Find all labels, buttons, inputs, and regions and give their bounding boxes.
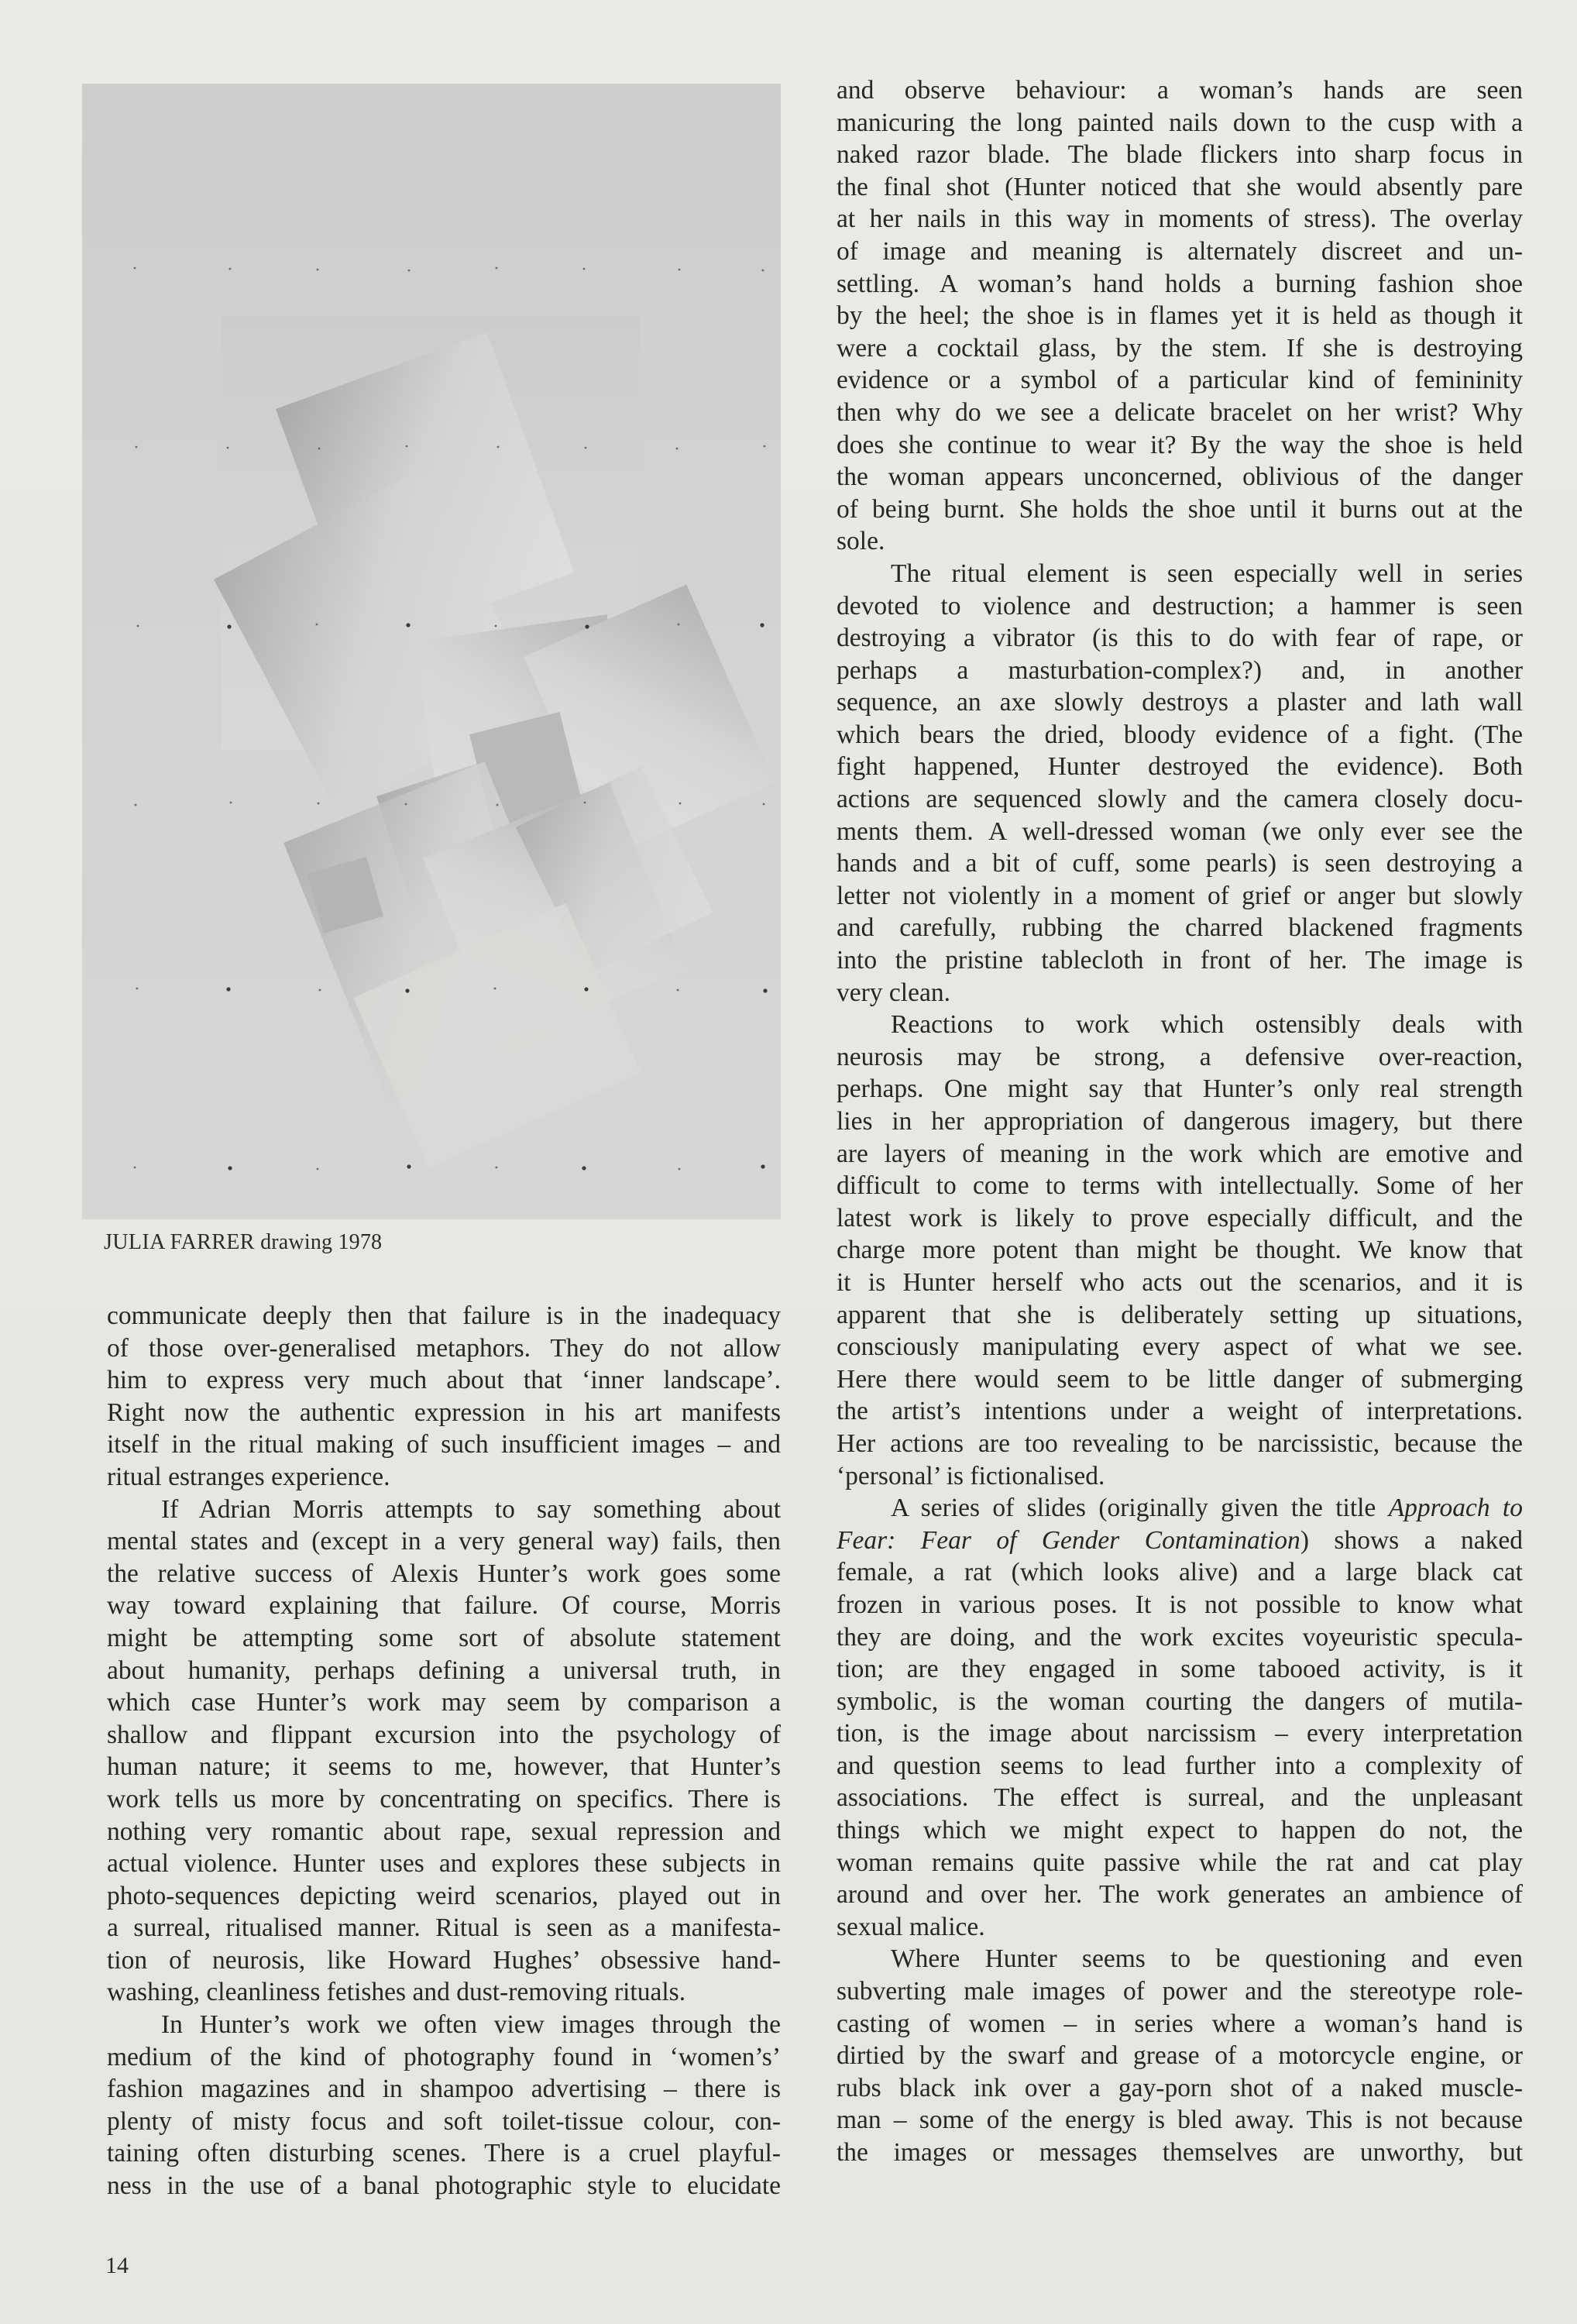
text-line: the relative success of Alexis Hunter’s work goes some — [107, 1559, 781, 1588]
text-line: woman remains quite passive while the rat and cat play — [837, 1848, 1523, 1877]
text-line: evidence or a symbol of a particular kind of femininity — [837, 366, 1523, 395]
text-line: The ritual element is seen especially well in series — [891, 559, 1523, 588]
art-dot — [584, 802, 586, 804]
art-dot — [406, 623, 410, 627]
art-dot — [136, 988, 139, 990]
text-line: washing, cleanliness fetishes and dust-removing rituals. — [107, 1978, 686, 2007]
text-line: it is Hunter herself who acts out the scenarios, and it is — [837, 1267, 1523, 1297]
art-dot — [494, 988, 496, 990]
left-text-column — [107, 1300, 781, 2202]
text-line: human nature; it seems to me, however, that Hunter’s — [107, 1752, 781, 1782]
art-dot — [407, 1164, 411, 1168]
text-line: the artist’s intentions under a weight of interpretations. — [837, 1397, 1523, 1426]
text-line: ‘personal’ is fictionalised. — [837, 1461, 1105, 1490]
text-line: the woman appears unconcerned, oblivious of the danger — [837, 462, 1523, 492]
art-dot — [136, 446, 138, 449]
art-dot — [678, 624, 680, 626]
text-line: perhaps. One might say that Hunter’s only real strength — [837, 1074, 1523, 1104]
text-line: frozen in various poses. It is not possible to know what — [837, 1590, 1523, 1619]
art-dot — [676, 448, 679, 450]
text-segment: A series of slides (originally given the title — [891, 1494, 1389, 1523]
text-line: neurosis may be strong, a defensive over-reaction, — [837, 1042, 1523, 1071]
text-line: ments them. A well-dressed woman (we only ever see the — [837, 816, 1523, 846]
page-number: 14 — [105, 2253, 129, 2278]
text-line: In Hunter’s work we often view images through the — [161, 2010, 781, 2040]
text-line: female, a rat (which looks alive) and a large black cat — [837, 1558, 1523, 1587]
text-line: letter not violently in a moment of grief or anger but slowly — [837, 881, 1523, 910]
art-dot — [762, 270, 764, 272]
caption-year: 1978 — [338, 1230, 383, 1254]
text-line: nothing very romantic about rape, sexual repression and — [107, 1817, 781, 1846]
text-line: consciously manipulating every aspect of what we see. — [837, 1332, 1523, 1362]
art-dot — [228, 1166, 232, 1170]
art-dot — [406, 445, 408, 448]
text-line: Right now the authentic expression in his art manifests — [107, 1397, 781, 1427]
text-line: actual violence. Hunter uses and explores these subjects in — [107, 1849, 781, 1879]
text-line: man – some of the energy is bled away. This is not because — [837, 2106, 1523, 2135]
text-line: tion of neurosis, like Howard Hughes’ obsessive hand- — [107, 1945, 781, 1975]
text-line: manicuring the long painted nails down to the cusp with a — [837, 108, 1523, 137]
text-line: Reactions to work which ostensibly deals with — [891, 1010, 1523, 1040]
text-line: Her actions are too revealing to be narcissistic, because the — [837, 1428, 1523, 1458]
text-line: dirtied by the swarf and grease of a motorcycle engine, or — [837, 2041, 1523, 2071]
text-line: fashion magazines and in shampoo advertising – there is — [107, 2075, 781, 2104]
text-line: way toward explaining that failure. Of course, Morris — [107, 1591, 781, 1621]
art-dot — [316, 624, 318, 626]
text-line: the final shot (Hunter noticed that she would absently pare — [837, 172, 1523, 201]
text-line: him to express very much about that ‘inner landscape’. — [107, 1366, 781, 1395]
art-dot — [227, 624, 231, 628]
text-line: they are doing, and the work excites voyeuristic specula- — [837, 1622, 1523, 1652]
italic-title: Approach to — [1388, 1494, 1523, 1523]
text-line: the images or messages themselves are unworthy, but — [837, 2138, 1523, 2167]
text-line: and question seems to lead further into a complexity of — [837, 1751, 1523, 1780]
text-line: and observe behaviour: a woman’s hands are seen — [837, 76, 1523, 105]
text-line: and carefully, rubbing the charred blackened fragments — [837, 913, 1523, 943]
artwork-drawing — [82, 84, 781, 1219]
text-line: devoted to violence and destruction; a hammer is seen — [837, 591, 1523, 621]
text-line: perhaps a masturbation-complex?) and, in another — [837, 655, 1523, 685]
art-dot — [584, 987, 588, 991]
text-line: are layers of meaning in the work which are emotive and — [837, 1139, 1523, 1168]
text-line: symbolic, is the woman courting the dangers of mutila- — [837, 1686, 1523, 1716]
text-line — [837, 1492, 1523, 1525]
art-dot — [226, 987, 230, 991]
art-dot — [405, 988, 409, 992]
text-line: Here there would seem to be little danger of submerging — [837, 1364, 1523, 1394]
text-line: of those over-generalised metaphors. They do not allow — [107, 1333, 781, 1363]
text-line: a surreal, ritualised manner. Ritual is seen as a manifesta- — [107, 1913, 781, 1943]
italic-title: Fear: Fear of Gender Contamination — [837, 1525, 1300, 1555]
text-line: of image and meaning is alternately discreet and un- — [837, 236, 1523, 266]
artwork-caption — [104, 1230, 382, 1255]
text-line: tion; are they engaged in some tabooed activity, is it — [837, 1655, 1523, 1684]
art-dot — [764, 445, 766, 448]
text-line: subverting male images of power and the stereotype role- — [837, 1977, 1523, 2006]
text-line: apparent that she is deliberately setting up situations, — [837, 1300, 1523, 1329]
art-dot — [495, 625, 497, 627]
art-dot — [135, 804, 137, 806]
text-line: rubs black ink over a gay-porn shot of a naked muscle- — [837, 2073, 1523, 2102]
text-line — [837, 1525, 1523, 1557]
art-dot — [497, 446, 500, 449]
text-line: shallow and flippant excursion into the psychology of — [107, 1720, 781, 1749]
art-dot — [496, 267, 498, 270]
art-dot — [317, 269, 319, 271]
text-line: does she continue to wear it? By the way the shoe is held — [837, 430, 1523, 459]
art-dot — [679, 269, 681, 271]
text-line: which bears the dried, bloody evidence of a fight. (The — [837, 720, 1523, 749]
text-line: might be attempting some sort of absolute statement — [107, 1623, 781, 1652]
art-dot — [679, 1168, 681, 1171]
text-line: which case Hunter’s work may seem by comparison a — [107, 1688, 781, 1717]
art-dot — [318, 448, 321, 450]
art-dot — [763, 803, 765, 806]
text-line: sole. — [837, 527, 885, 556]
text-line: around and over her. The work generates an ambience of — [837, 1880, 1523, 1910]
text-line: lies in her appropriation of dangerous imagery, but there — [837, 1107, 1523, 1136]
art-dot — [582, 1166, 586, 1170]
text-line: hands and a bit of cuff, some pearls) is seen destroying a — [837, 849, 1523, 878]
art-dot — [227, 447, 229, 449]
text-line: communicate deeply then that failure is in the inadequacy — [107, 1301, 781, 1330]
art-dot — [230, 802, 232, 804]
text-line: actions are sequenced slowly and the camera closely docu- — [837, 785, 1523, 814]
text-line: things which we might expect to happen do not, the — [837, 1816, 1523, 1845]
text-line: very clean. — [837, 978, 950, 1007]
art-dot — [761, 1164, 764, 1168]
art-dot — [134, 1167, 136, 1169]
art-dot — [763, 988, 767, 992]
art-dot — [496, 1167, 498, 1169]
art-dot — [585, 447, 587, 449]
art-dot — [317, 1168, 319, 1171]
text-line: photo-sequences depicting weird scenarios, played out in — [107, 1881, 781, 1910]
art-dot — [760, 623, 764, 627]
text-segment: ) shows a naked — [1300, 1525, 1523, 1555]
art-dot — [496, 804, 499, 806]
art-dot — [134, 267, 136, 270]
text-line: latest work is likely to prove especially difficult, and the — [837, 1203, 1523, 1232]
text-line: sequence, an axe slowly destroys a plaster and lath wall — [837, 688, 1523, 717]
text-line: mental states and (except in a very general way) fails, then — [107, 1527, 781, 1556]
text-line: naked razor blade. The blade flickers into sharp focus in — [837, 140, 1523, 170]
art-dot — [318, 803, 320, 805]
text-line: Where Hunter seems to be questioning and even — [891, 1944, 1523, 1974]
text-line: into the pristine tablecloth in front of her. The image is — [837, 946, 1523, 975]
art-dot — [677, 989, 679, 992]
text-line: plenty of misty focus and soft toilet-tissue colour, con- — [107, 2106, 781, 2136]
art-dot — [405, 803, 407, 806]
art-dot — [229, 268, 232, 270]
art-dot — [585, 624, 589, 628]
text-line: fight happened, Hunter destroyed the evidence). Both — [837, 752, 1523, 782]
text-line: associations. The effect is surreal, and the unpleasant — [837, 1783, 1523, 1813]
art-dot — [408, 270, 411, 272]
art-dot — [319, 989, 321, 992]
text-line: medium of the kind of photography found in ‘women’s’ — [107, 2042, 781, 2071]
art-dot — [137, 625, 139, 627]
caption-artist: JULIA FARRER — [104, 1230, 255, 1254]
text-line: of being burnt. She holds the shoe until it burns out at the — [837, 494, 1523, 524]
text-line: then why do we see a delicate bracelet on her wrist? Why — [837, 397, 1523, 427]
text-line: by the heel; the shoe is in flames yet it is held as though it — [837, 301, 1523, 331]
text-line: work tells us more by concentrating on specifics. There is — [107, 1784, 781, 1813]
right-text-column — [837, 74, 1523, 2169]
text-line: casting of women – in series where a woman’s hand is — [837, 2009, 1523, 2038]
text-line: ritual estranges experience. — [107, 1462, 390, 1491]
text-line: destroying a vibrator (is this to do with fear of rape, or — [837, 624, 1523, 653]
text-line: settling. A woman’s hand holds a burning fashion shoe — [837, 269, 1523, 298]
artwork-image — [82, 84, 781, 1219]
text-line: tion, is the image about narcissism – every interpretation — [837, 1719, 1523, 1748]
text-line: If Adrian Morris attempts to say something about — [161, 1494, 781, 1524]
text-line: were a cocktail glass, by the stem. If she is destroying — [837, 333, 1523, 363]
text-line: itself in the ritual making of such insufficient images – and — [107, 1430, 781, 1459]
text-line: at her nails in this way in moments of stress). The overlay — [837, 205, 1523, 234]
art-dot — [583, 268, 586, 270]
text-line: charge more potent than might be thought. We know that — [837, 1236, 1523, 1265]
text-line: sexual malice. — [837, 1912, 985, 1941]
text-line: about humanity, perhaps defining a universal truth, in — [107, 1655, 781, 1685]
text-line: difficult to come to terms with intellectually. Some of her — [837, 1171, 1523, 1201]
caption-medium: drawing — [260, 1230, 333, 1254]
text-line: taining often disturbing scenes. There is a cruel playful- — [107, 2139, 781, 2168]
text-line: ness in the use of a banal photographic style to elucidate — [107, 2171, 781, 2201]
art-dot — [679, 803, 682, 805]
